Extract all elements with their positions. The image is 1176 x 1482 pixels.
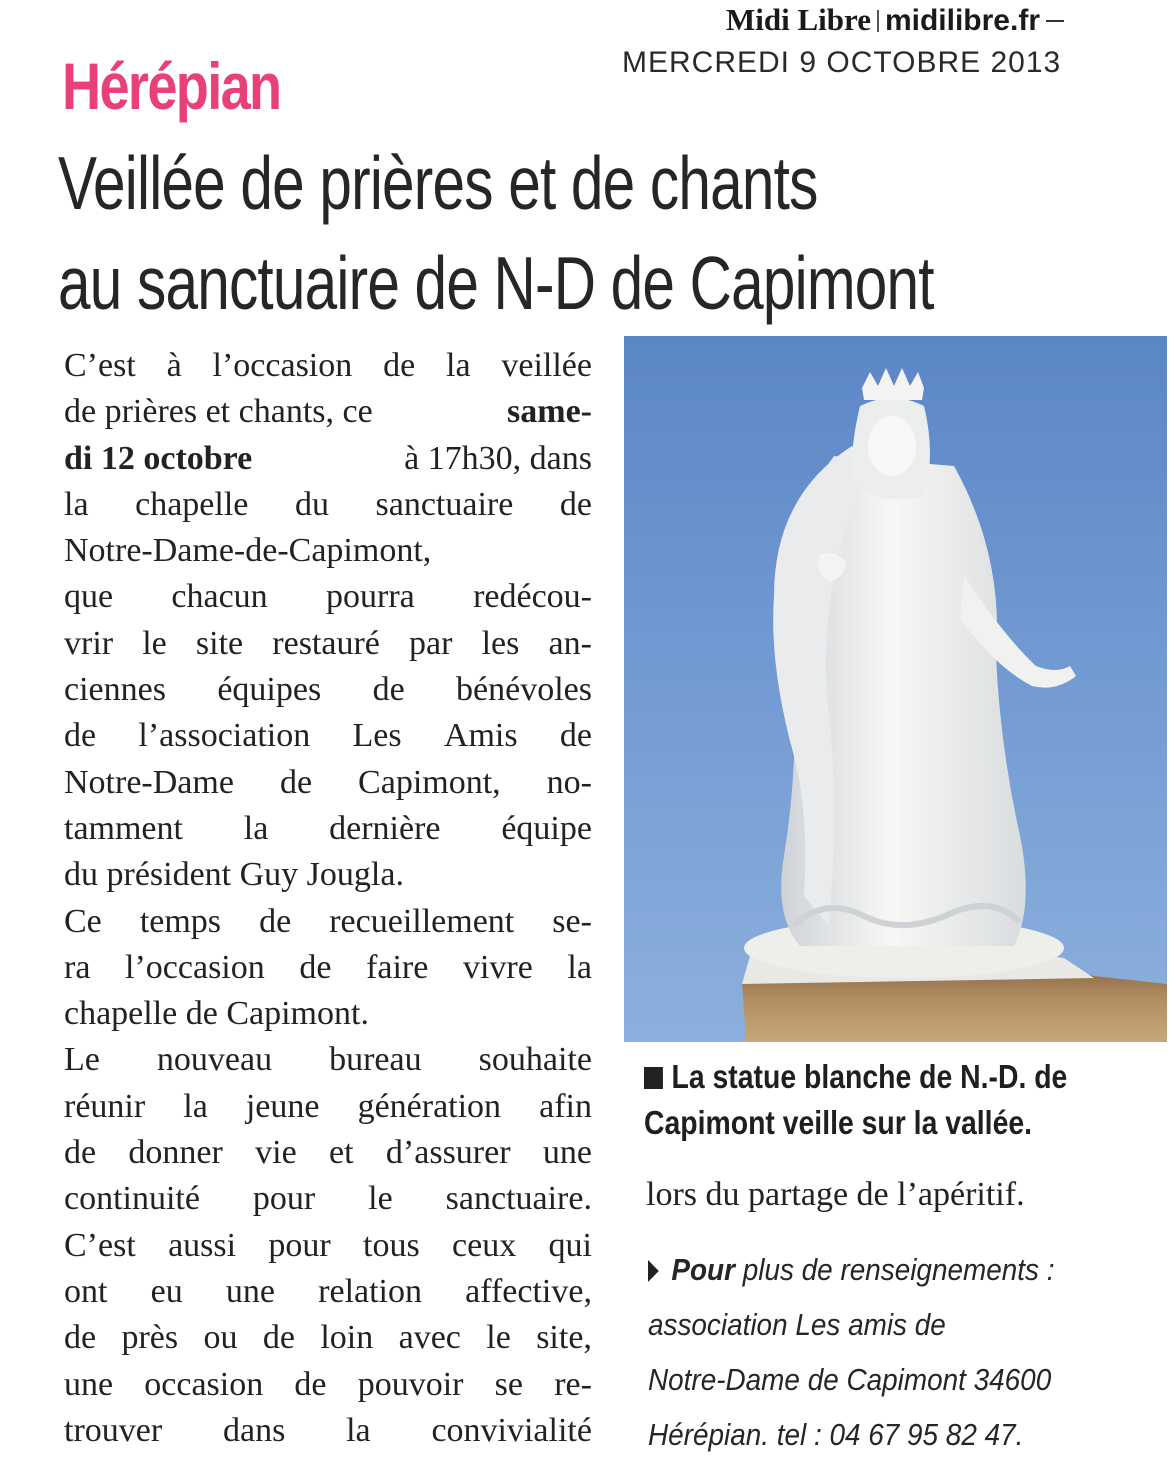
body-word: ceux: [452, 1226, 517, 1264]
body-line: [64, 621, 592, 667]
body-word: Notre-Dame: [64, 763, 234, 801]
body-word: souhaite: [478, 1041, 592, 1079]
body-word: ont: [64, 1272, 108, 1310]
body-line: [64, 1084, 592, 1130]
info-line-3: Notre-Dame de Capimont 34600: [648, 1362, 1052, 1397]
body-line: [64, 1269, 592, 1315]
body-word: Les: [352, 717, 402, 755]
body-word: près: [121, 1319, 179, 1357]
body-line: [64, 1315, 592, 1361]
info-line-2: association Les amis de: [648, 1307, 946, 1342]
body-word: l’occasion: [125, 948, 265, 986]
body-word: une: [542, 1134, 592, 1172]
body-text: de prières et chants, ce: [64, 393, 373, 431]
body-word: faire: [366, 948, 429, 986]
body-word: afin: [539, 1087, 592, 1125]
body-word: la: [446, 347, 471, 384]
body-line: [64, 436, 592, 482]
body-word: no-: [546, 763, 592, 801]
contact-info: [648, 1242, 1116, 1462]
body-line: [64, 1037, 592, 1083]
body-word: veillée: [501, 347, 592, 384]
publication-date: MERCREDI 9 OCTOBRE 2013: [622, 46, 1062, 79]
body-word: Capimont,: [358, 763, 501, 801]
body-word: le: [142, 624, 167, 662]
body-word: Ce: [64, 902, 102, 940]
body-word: de: [559, 717, 592, 755]
headline-line-2: au sanctuaire de N-D de Capimont: [58, 241, 934, 325]
caption-line-2: Capimont veille sur la vallée.: [644, 1104, 1033, 1141]
body-word: la: [243, 809, 269, 847]
body-word: de: [64, 1319, 97, 1357]
body-word: pouvoir: [357, 1365, 464, 1403]
newspaper-website: midilibre.fr: [884, 4, 1040, 37]
body-word: de: [64, 717, 97, 755]
body-word: convivialité: [431, 1411, 592, 1449]
body-line: [64, 1176, 592, 1222]
body-line: [64, 528, 592, 574]
info-line-4: Hérépian. tel : 04 67 95 82 47.: [648, 1417, 1024, 1452]
body-word: une: [225, 1272, 275, 1310]
body-word: C’est: [64, 347, 136, 384]
body-word: aussi: [168, 1226, 237, 1264]
photo-caption: [644, 1054, 1083, 1146]
body-word: C’est: [64, 1226, 136, 1264]
body-word: sanctuaire.: [445, 1180, 592, 1218]
body-line: [64, 482, 592, 528]
body-word: de: [262, 1319, 295, 1357]
body-word: et: [329, 1134, 354, 1172]
body-word: avec: [398, 1319, 461, 1357]
body-word: sanctuaire: [375, 485, 514, 523]
body-word: dans: [222, 1411, 286, 1449]
body-word: vivre: [462, 948, 533, 986]
body-word: site,: [536, 1319, 592, 1357]
body-word: du: [294, 485, 329, 523]
body-word: d’assurer: [385, 1134, 511, 1172]
body-word: se-: [552, 902, 592, 940]
body-word: de: [294, 1365, 327, 1403]
body-word: de: [559, 485, 592, 523]
body-word: la: [567, 948, 592, 986]
body-word: pour: [252, 1180, 316, 1218]
body-word: donner: [128, 1134, 223, 1172]
body-line: [64, 574, 592, 620]
body-line: [64, 1130, 592, 1176]
body-line: [64, 899, 592, 945]
body-line: [64, 945, 592, 991]
body-word: trouver: [64, 1411, 163, 1449]
body-word: bureau: [329, 1041, 422, 1079]
body-line: du président Guy Jougla.: [64, 856, 404, 894]
body-line: [64, 760, 592, 806]
body-word: restauré: [272, 624, 380, 662]
body-word: de: [279, 763, 313, 801]
body-word: les: [481, 624, 520, 662]
body-word: Amis: [443, 717, 518, 755]
body-word: ra: [64, 948, 91, 986]
body-word: continuité: [64, 1180, 200, 1218]
body-word: recueillement: [329, 902, 515, 940]
body-word: nouveau: [156, 1041, 273, 1079]
statue-crown: [862, 368, 924, 400]
body-word: dernière: [329, 809, 441, 847]
body-word: eu: [150, 1272, 183, 1310]
body-word: loin: [320, 1319, 374, 1357]
body-word: le: [368, 1180, 393, 1218]
body-word: jeune: [245, 1087, 320, 1125]
body-word: génération: [357, 1087, 502, 1125]
caption-line-1: [644, 1054, 1083, 1100]
statue-face: [868, 416, 916, 476]
body-word: vie: [255, 1134, 297, 1172]
newspaper-name: Midi Libre: [726, 2, 871, 37]
body-word: re-: [554, 1365, 592, 1403]
body-word: de: [372, 671, 405, 709]
body-word: la: [64, 485, 89, 523]
body-word: ou: [203, 1319, 238, 1357]
headline-line-1: Veillée de prières et de chants: [58, 141, 818, 225]
body-word: bénévoles: [456, 671, 592, 709]
body-word: que: [64, 578, 114, 616]
body-word: an-: [548, 624, 592, 662]
body-word: réunir: [64, 1087, 146, 1125]
body-word: à: [166, 347, 182, 384]
body-line: [64, 713, 592, 759]
body-word: relation: [318, 1272, 422, 1310]
body-word: la: [183, 1087, 208, 1125]
body-word: une: [64, 1365, 114, 1403]
body-word: qui: [548, 1226, 592, 1264]
caption-text: La statue blanche de N.-D. de: [671, 1058, 1068, 1095]
body-word: de: [64, 1134, 97, 1172]
statue-photo: [624, 336, 1167, 1042]
body-line: [64, 389, 592, 435]
body-word: pour: [268, 1226, 331, 1264]
body-word: équipe: [501, 809, 592, 847]
body-word: temps: [139, 902, 222, 940]
info-line-1: [648, 1242, 1116, 1297]
body-word: équipes: [217, 671, 322, 709]
article-body: [64, 343, 592, 1454]
square-bullet-icon: [644, 1067, 663, 1089]
body-word: affective,: [465, 1272, 592, 1310]
body-word: tous: [363, 1226, 420, 1264]
body-line: [64, 1362, 592, 1408]
body-line: [64, 1408, 592, 1454]
body-line: chapelle de Capimont.: [64, 995, 369, 1033]
body-word: se: [494, 1365, 523, 1403]
body-word: chapelle: [135, 485, 249, 523]
body-word: pourra: [326, 578, 415, 616]
body-word: l’occasion: [212, 347, 353, 384]
statue-illustration: [624, 336, 1167, 1042]
body-word: vrir: [64, 624, 114, 662]
body-word: ciennes: [64, 671, 166, 709]
masthead-separator: [877, 10, 879, 32]
body-word: de: [259, 902, 292, 940]
body-word: chacun: [171, 578, 268, 616]
body-line: [64, 667, 592, 713]
masthead: [726, 2, 1166, 36]
body-line: [64, 1223, 592, 1269]
town-name: Hérépian: [62, 49, 281, 123]
body-word: la: [346, 1411, 371, 1449]
body-bold-text: di 12 octobre: [64, 439, 253, 477]
body-word: le: [486, 1319, 511, 1357]
body-word: Le: [64, 1041, 100, 1079]
body-word: occasion: [144, 1365, 264, 1403]
info-lead: Pour: [671, 1252, 735, 1287]
body-word: par: [409, 624, 453, 662]
body-word: de: [299, 948, 332, 986]
body-bold-text: same-: [507, 393, 592, 431]
body-text: à 17h30, dans: [404, 439, 592, 477]
body-word: redécou-: [473, 578, 592, 616]
info-text: plus de renseignements :: [742, 1252, 1055, 1287]
masthead-rule: [1046, 20, 1064, 22]
body-word: de: [383, 347, 416, 384]
body-word: Notre-Dame-de-Capimont,: [64, 532, 432, 570]
body-line: [64, 806, 592, 852]
body-line: [64, 343, 592, 389]
body-word: tamment: [64, 809, 183, 847]
triangle-bullet-icon: [648, 1260, 659, 1282]
body-word: l’association: [138, 717, 311, 755]
body-continuation: lors du partage de l’apéritif.: [646, 1176, 1025, 1213]
body-word: site: [195, 624, 244, 662]
